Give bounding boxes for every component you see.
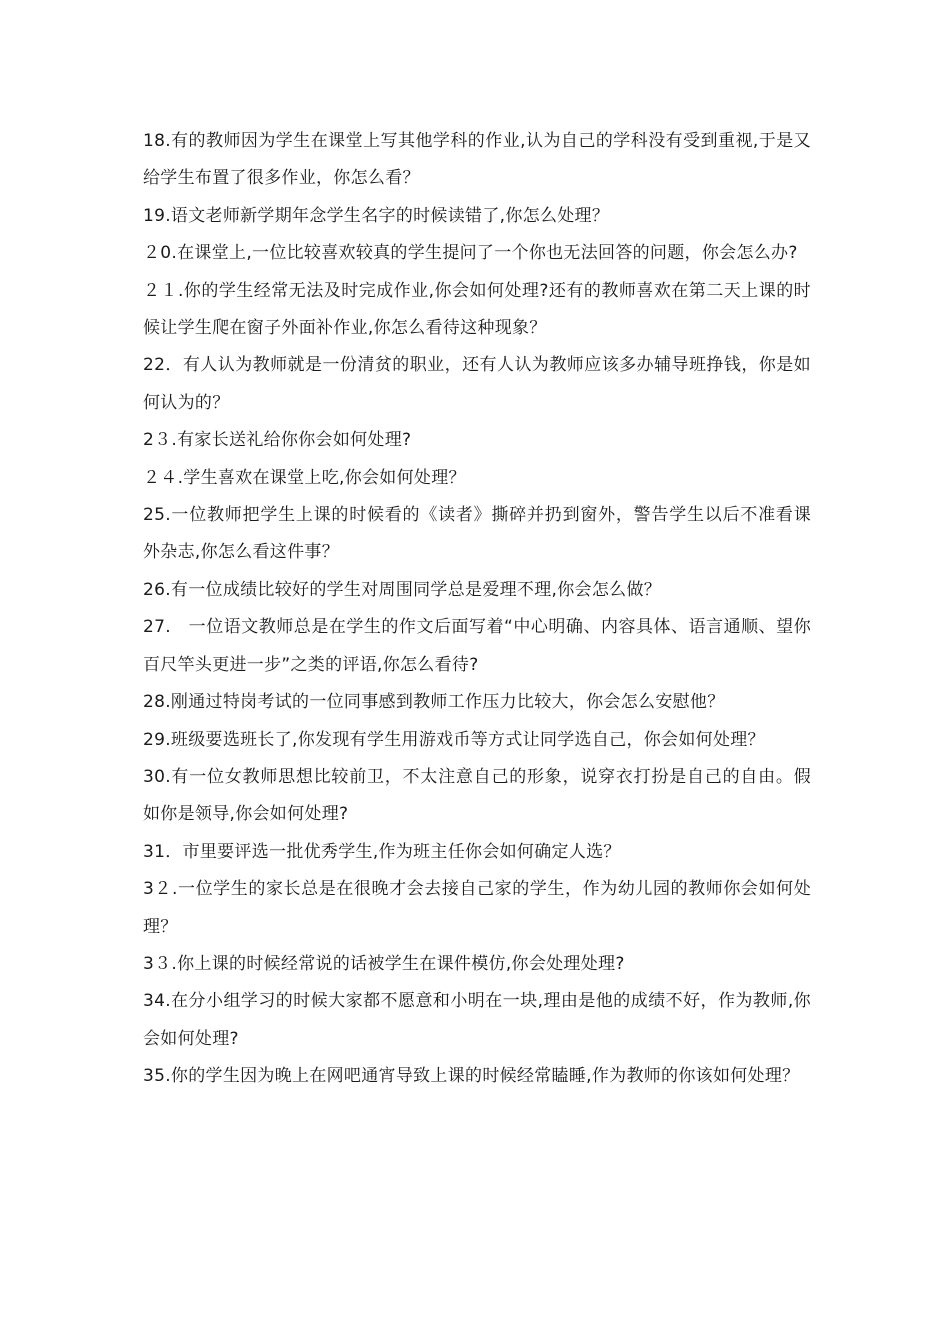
question-35: 35.你的学生因为晚上在网吧通宵导致上课的时候经常瞌睡,作为教师的你该如何处理？ bbox=[143, 1066, 800, 1087]
question-30: 30.有一位女教师思想比较前卫，不太注意自己的形象，说穿衣打扮是自己的自由。假如你是领导,你会如何处理? bbox=[143, 766, 811, 825]
question-23: 2３.有家长送礼给你你会如何处理? bbox=[143, 430, 412, 451]
question-29: 29.班级要选班长了,你发现有学生用游戏币等方式让同学选自己，你会如何处理？ bbox=[143, 729, 765, 750]
question-22: 22．有人认为教师就是一份清贫的职业，还有人认为教师应该多办辅导班挣钱，你是如何认为的？ bbox=[143, 355, 811, 413]
question-24: ２４.学生喜欢在课堂上吃,你会如何处理？ bbox=[143, 467, 466, 488]
question-32: 3２.一位学生的家长总是在很晚才会去接自己家的学生，作为幼儿园的教师你会如何处理？ bbox=[143, 879, 811, 937]
question-25: 25.一位教师把学生上课的时候看的《读者》撕碎并扔到窗外，警告学生以后不准看课外杂志,你怎么看这件事？ bbox=[143, 505, 811, 563]
question-19: 19.语文老师新学期年念学生名字的时候读错了,你怎么处理？ bbox=[143, 205, 610, 226]
question-31: 31．市里要评选一批优秀学生,作为班主任你会如何确定人选？ bbox=[143, 841, 621, 862]
question-34: 34.在分小组学习的时候大家都不愿意和小明在一块,理由是他的成绩不好，作为教师,你会如何处理? bbox=[143, 991, 811, 1049]
question-33: 3３.你上课的时候经常说的话被学生在课件模仿,你会处理处理? bbox=[143, 953, 625, 974]
question-21: ２１.你的学生经常无法及时完成作业,你会如何处理?还有的教师喜欢在第二天上课的时候让学生爬在窗子外面补作业,你怎么看待这种现象？ bbox=[143, 280, 811, 339]
question-18: 18.有的教师因为学生在课堂上写其他学科的作业,认为自己的学科没有受到重视,于是又给学生布置了很多作业，你怎么看？ bbox=[143, 131, 811, 189]
question-27: 27. 一位语文教师总是在学生的作文后面写着“中心明确、内容具体、语言通顺、望你百尺竿头更进一步”之类的评语,你怎么看待? bbox=[143, 617, 811, 675]
question-list bbox=[143, 123, 811, 1096]
question-28: 28.刚通过特岗考试的一位同事感到教师工作压力比较大，你会怎么安慰他？ bbox=[143, 692, 725, 713]
question-20: ２0.在课堂上,一位比较喜欢较真的学生提问了一个你也无法回答的问题，你会怎么办? bbox=[143, 243, 798, 264]
question-26: 26.有一位成绩比较好的学生对周围同学总是爱理不理,你会怎么做？ bbox=[143, 579, 662, 600]
